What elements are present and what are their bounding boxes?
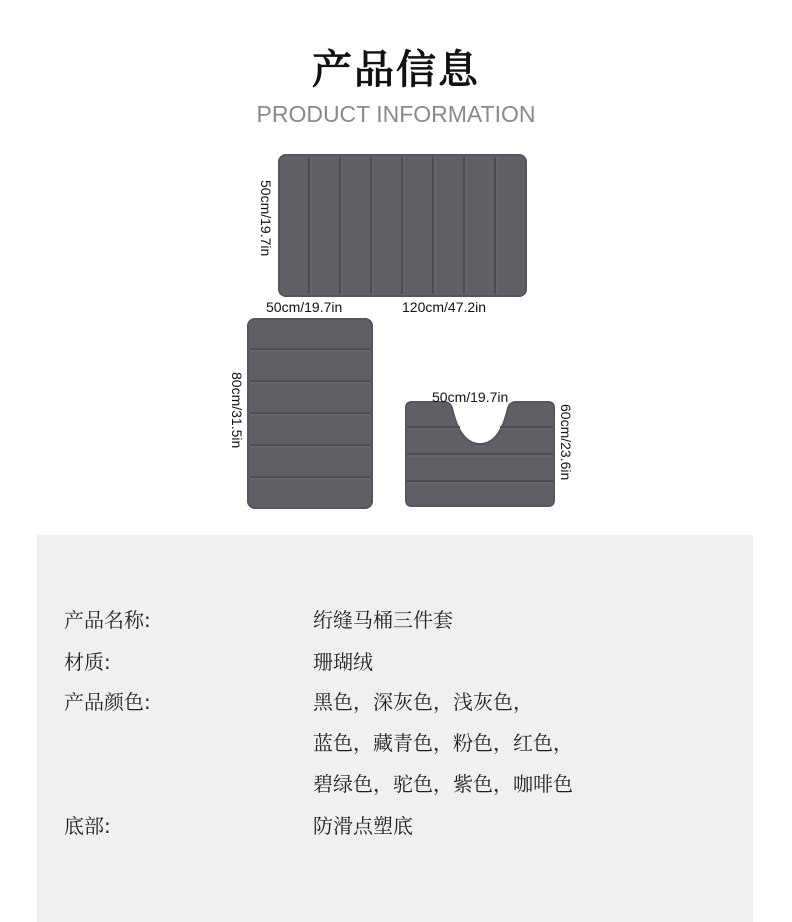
info-label-name: 产品名称: bbox=[64, 608, 151, 632]
toilet-contour-mat bbox=[404, 398, 556, 508]
large-bath-mat bbox=[278, 154, 527, 297]
info-value-material: 珊瑚绒 bbox=[313, 650, 373, 674]
info-label-bottom: 底部: bbox=[64, 814, 111, 838]
medium-bath-mat bbox=[247, 318, 373, 509]
large-mat-quilt-lines bbox=[278, 154, 527, 297]
info-value-colors-line1: 黑色，深灰色，浅灰色， bbox=[313, 690, 533, 714]
large-mat-side-label: 50cm/19.7in bbox=[266, 299, 343, 315]
info-value-colors-line3: 碧绿色，驼色，紫色，咖啡色 bbox=[313, 772, 573, 796]
page-subtitle: PRODUCT INFORMATION bbox=[256, 101, 536, 127]
medium-mat-height-label: 80cm/31.5in bbox=[229, 372, 245, 449]
medium-mat-quilt-lines bbox=[247, 318, 373, 509]
info-label-material: 材质: bbox=[64, 650, 111, 674]
large-mat-width-label: 120cm/47.2in bbox=[402, 299, 487, 315]
info-value-colors-line2: 蓝色，藏青色，粉色，红色， bbox=[313, 731, 573, 755]
info-label-colors: 产品颜色: bbox=[64, 690, 151, 714]
toilet-mat-height-label: 60cm/23.6in bbox=[558, 404, 574, 481]
large-mat-height-label: 50cm/19.7in bbox=[258, 180, 274, 257]
info-value-name: 绗缝马桶三件套 bbox=[313, 608, 453, 632]
info-value-bottom: 防滑点塑底 bbox=[313, 814, 413, 838]
toilet-mat-width-label: 50cm/19.7in bbox=[432, 389, 509, 405]
page-title: 产品信息 bbox=[312, 47, 480, 93]
